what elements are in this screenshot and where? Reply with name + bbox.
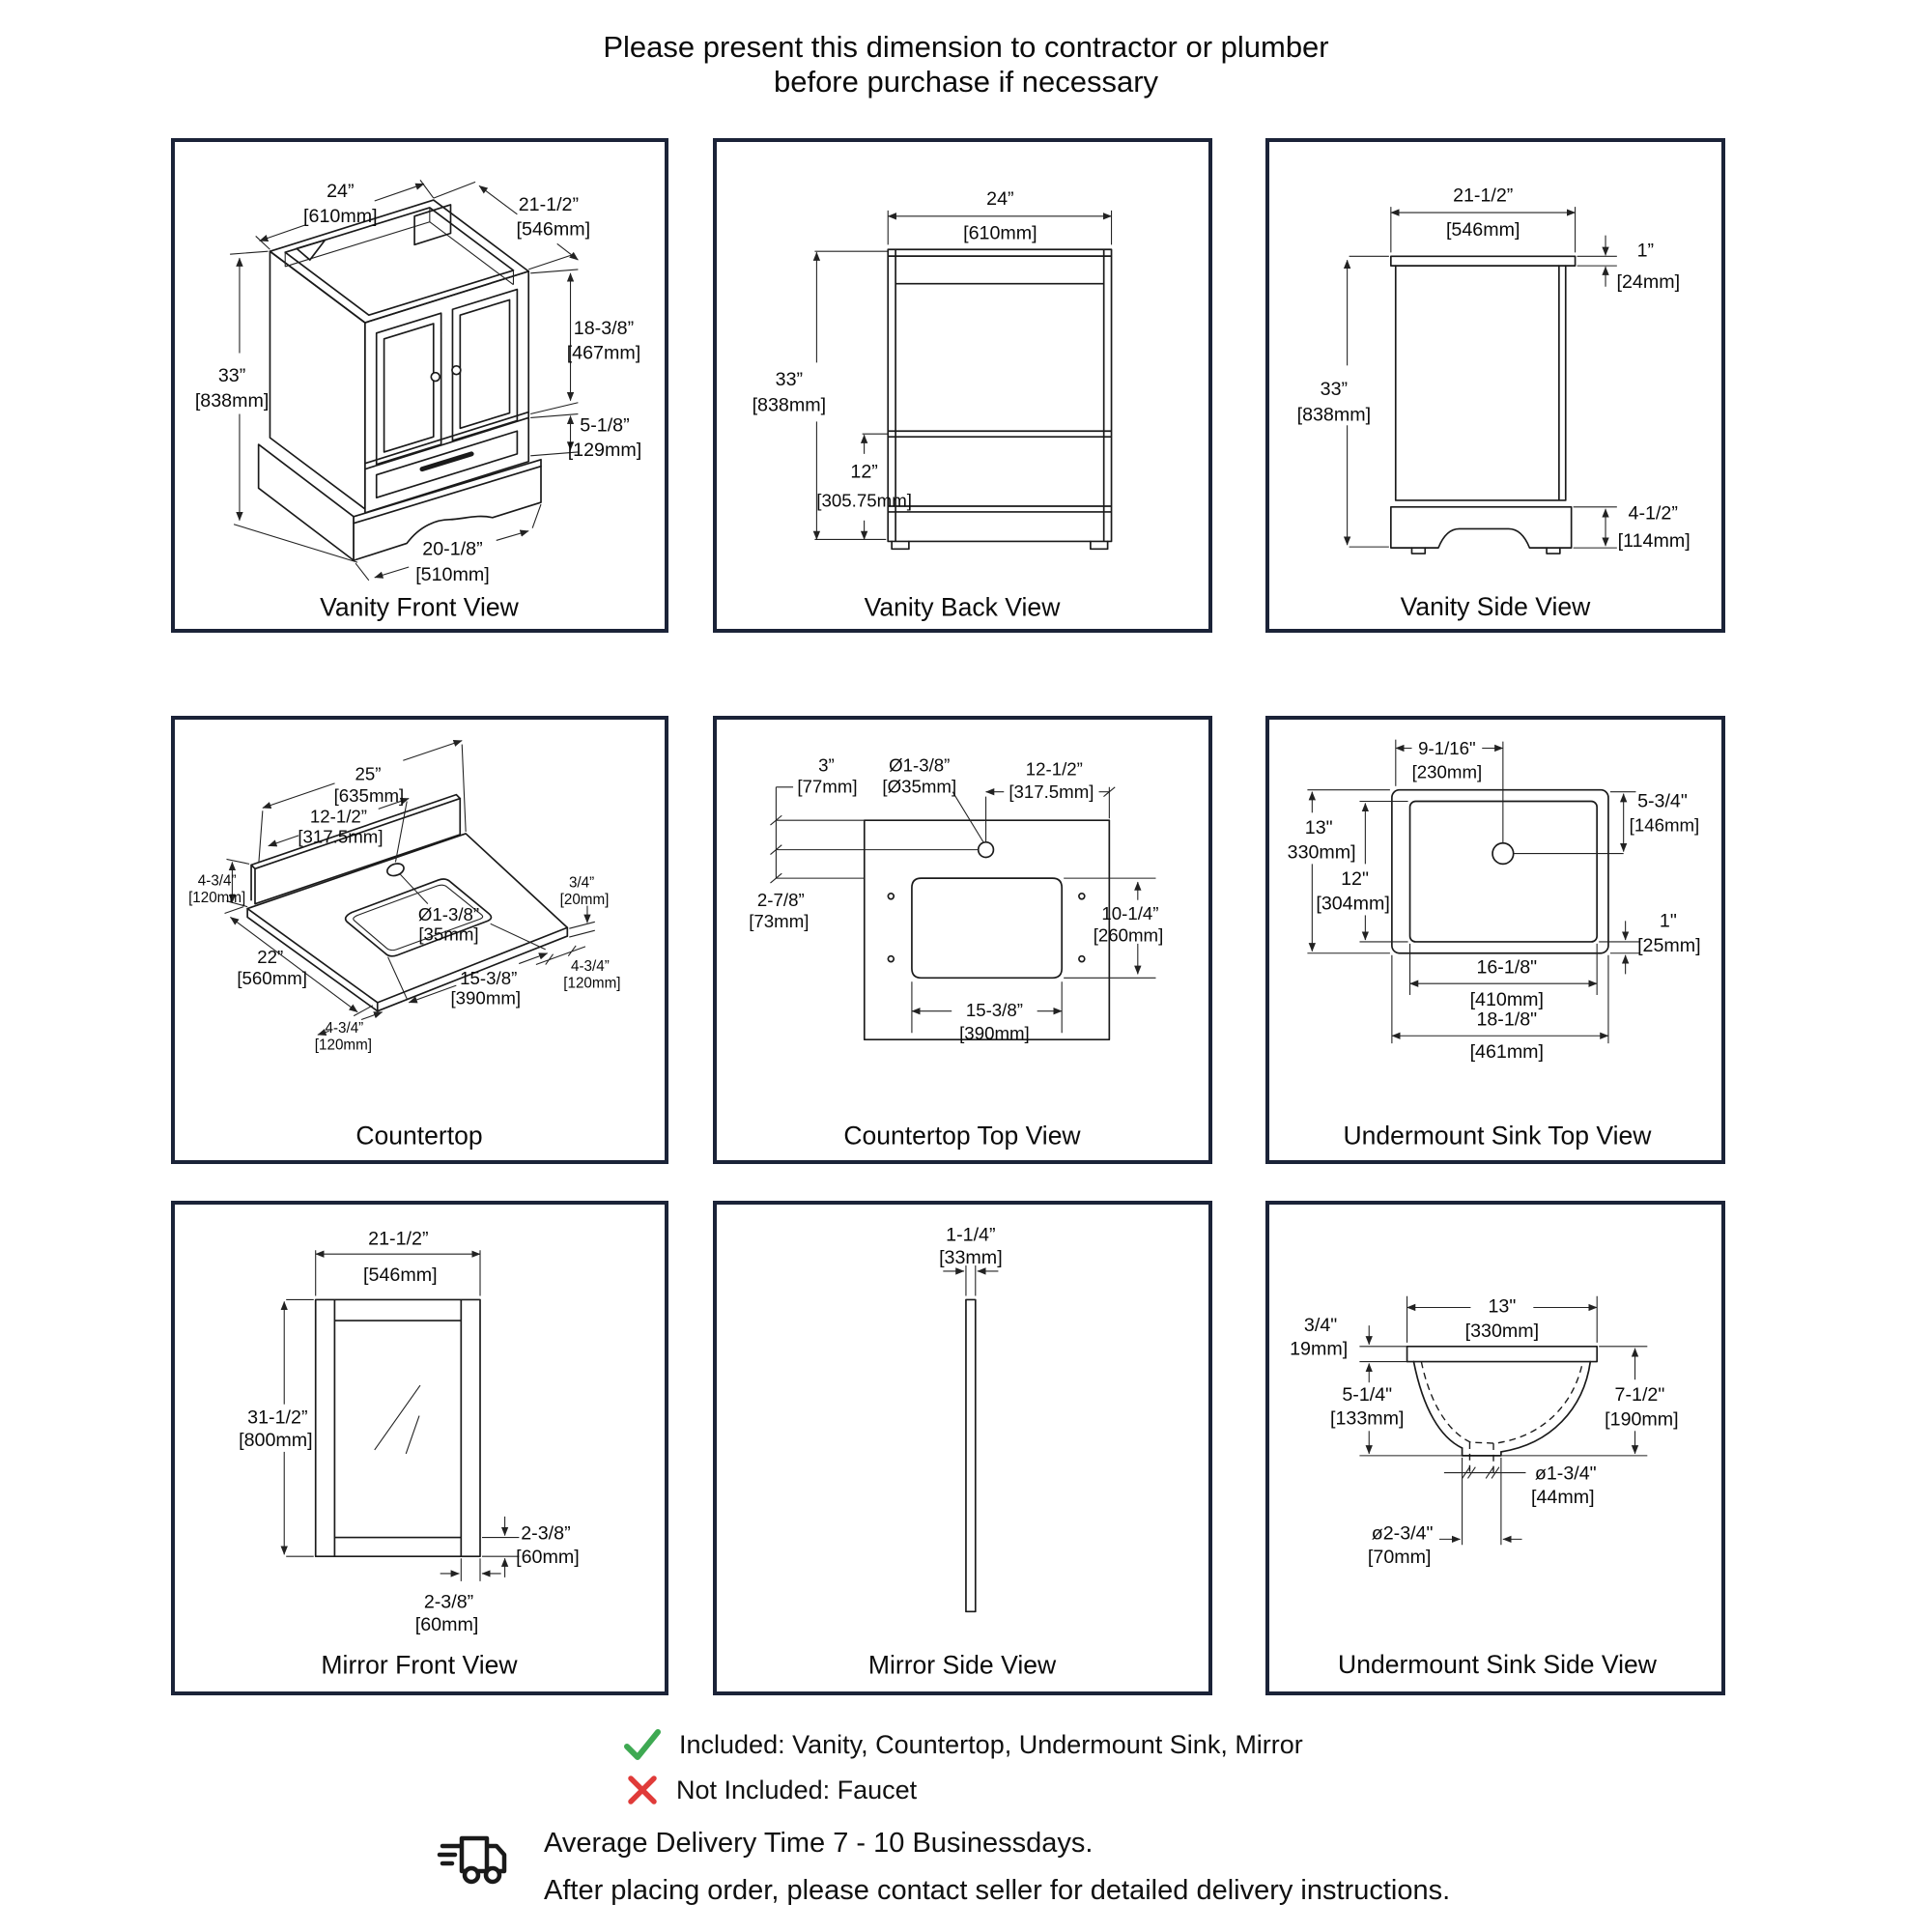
dim-ss-height-in: 7-1/2" bbox=[1614, 1383, 1665, 1406]
vanity-back-drawing bbox=[888, 249, 1111, 549]
dim-st-inner-h-mm: [304mm] bbox=[1316, 893, 1390, 915]
dim-cv-cutout-in: 15-3/8” bbox=[965, 1000, 1023, 1021]
dim-ct-side-mm: [120mm] bbox=[563, 975, 621, 992]
dim-mf-width-in: 21-1/2” bbox=[368, 1228, 429, 1250]
sink-side-drawing bbox=[1407, 1347, 1598, 1473]
dim-ms-thick-mm: [33mm] bbox=[939, 1247, 1003, 1269]
dim-ct-front-in: 4-3/4” bbox=[325, 1019, 364, 1037]
dim-vb-height-mm: [838mm] bbox=[752, 394, 827, 416]
dim-ss-drainout-in: ø2-3/4" bbox=[1371, 1522, 1434, 1545]
dim-vf-width-mm: [610mm] bbox=[303, 205, 378, 227]
panel-sink-side-view bbox=[1265, 1201, 1725, 1695]
dim-ct-hole-mm: [35mm] bbox=[418, 923, 479, 945]
sink-side-dimensions bbox=[1290, 1296, 1679, 1569]
dim-ct-width-in: 25” bbox=[355, 763, 382, 784]
caption-countertop-top: Countertop Top View bbox=[843, 1121, 1081, 1151]
dim-cv-cutout-mm: [390mm] bbox=[959, 1022, 1030, 1043]
dim-mf-rail-mm: [60mm] bbox=[516, 1547, 580, 1569]
dim-mf-height-in: 31-1/2” bbox=[247, 1406, 308, 1429]
dim-vs-height-mm: [838mm] bbox=[1296, 404, 1372, 426]
dim-ct-front-mm: [120mm] bbox=[314, 1037, 372, 1054]
dim-st-inner-w-in: 16-1/8" bbox=[1476, 956, 1538, 979]
dim-st-drain-in: 9-1/16" bbox=[1418, 737, 1476, 758]
dim-ct-width-mm: [635mm] bbox=[333, 785, 405, 807]
dim-vf-drawer-in: 5-1/8” bbox=[580, 414, 630, 437]
dim-st-inner-h-in: 12" bbox=[1341, 868, 1369, 891]
dim-cv-offset-in: 2-7/8” bbox=[756, 890, 805, 911]
dim-st-lip-mm: [25mm] bbox=[1637, 934, 1701, 956]
dim-st-drainoff-in: 5-3/4" bbox=[1637, 790, 1688, 812]
dim-vf-door-mm: [467mm] bbox=[566, 342, 641, 364]
caption-vanity-side: Vanity Side View bbox=[1400, 592, 1591, 622]
dim-vs-base-in: 4-1/2” bbox=[1628, 502, 1678, 525]
dim-cv-depth-mm: [260mm] bbox=[1093, 924, 1164, 946]
dim-vf-base-mm: [510mm] bbox=[415, 563, 490, 585]
vanity-front-drawing bbox=[259, 200, 541, 560]
panel-sink-top-view bbox=[1265, 716, 1725, 1164]
dim-ss-depth-in: 5-1/4" bbox=[1342, 1383, 1393, 1406]
dim-cv-center-mm: [317.5mm] bbox=[1009, 781, 1094, 803]
vanity-back-dimensions bbox=[753, 188, 1112, 539]
dim-st-outer-h-mm: 330mm] bbox=[1287, 841, 1356, 864]
dim-vb-width-mm: [610mm] bbox=[963, 222, 1037, 244]
dim-vf-base-in: 20-1/8” bbox=[422, 538, 483, 560]
dim-vf-depth-mm: [546mm] bbox=[516, 218, 591, 241]
dim-vf-drawer-mm: [129mm] bbox=[567, 439, 642, 461]
dim-st-drainoff-mm: [146mm] bbox=[1629, 814, 1700, 836]
dim-cv-edge-in: 3” bbox=[818, 754, 835, 776]
dim-vs-depth-mm: [546mm] bbox=[1445, 218, 1520, 241]
dim-vf-height-in: 33” bbox=[217, 365, 246, 387]
caption-vanity-back: Vanity Back View bbox=[864, 592, 1061, 622]
dim-ct-depth-mm: [560mm] bbox=[237, 967, 307, 988]
dim-ct-half-in: 12-1/2” bbox=[309, 806, 368, 827]
dim-ss-drainout-mm: [70mm] bbox=[1367, 1547, 1432, 1569]
not-included-text: Not Included: Faucet bbox=[676, 1775, 918, 1804]
header-line-2: before purchase if necessary bbox=[773, 65, 1159, 99]
dim-ms-thick-in: 1-1/4” bbox=[946, 1224, 996, 1246]
cross-icon bbox=[626, 1774, 659, 1806]
dim-vb-lower-mm: [305.75mm] bbox=[816, 490, 912, 511]
dim-mf-width-mm: [546mm] bbox=[363, 1264, 438, 1286]
caption-countertop: Countertop bbox=[355, 1121, 483, 1151]
dim-vs-top-in: 1” bbox=[1636, 240, 1655, 262]
dim-st-outer-h-in: 13" bbox=[1304, 817, 1333, 839]
check-icon bbox=[623, 1727, 662, 1762]
dim-mf-rail-in: 2-3/8” bbox=[521, 1522, 571, 1545]
dim-vs-depth-in: 21-1/2” bbox=[1453, 185, 1514, 207]
dim-vb-lower-in: 12” bbox=[850, 461, 878, 483]
dim-st-lip-in: 1" bbox=[1659, 910, 1677, 932]
dim-ss-depth-mm: [133mm] bbox=[1330, 1407, 1405, 1430]
panel-vanity-front-view bbox=[171, 138, 668, 633]
panel-countertop-top-view bbox=[713, 716, 1212, 1164]
mirror-front-drawing bbox=[316, 1299, 480, 1556]
dim-vf-door-in: 18-3/8” bbox=[573, 317, 635, 339]
panel-vanity-back-view bbox=[713, 138, 1212, 633]
dim-ss-flange-mm: 19mm] bbox=[1290, 1338, 1349, 1360]
header-line-1: Please present this dimension to contractor or plumber bbox=[603, 30, 1329, 64]
dim-st-outer-w-mm: [461mm] bbox=[1469, 1040, 1544, 1063]
vanity-side-drawing bbox=[1391, 256, 1576, 554]
mirror-side-drawing bbox=[966, 1299, 976, 1611]
panel-mirror-front-view bbox=[171, 1201, 668, 1695]
dim-ct-thick-mm: [20mm] bbox=[559, 892, 610, 909]
dim-vs-height-in: 33” bbox=[1320, 378, 1349, 400]
dim-mf-stile-in: 2-3/8” bbox=[423, 1591, 474, 1613]
dim-cv-offset-mm: [73mm] bbox=[749, 910, 810, 931]
dim-ct-half-mm: [317.5mm] bbox=[298, 826, 384, 847]
dim-ct-splash-mm: [120mm] bbox=[188, 890, 246, 907]
dim-vs-top-mm: [24mm] bbox=[1616, 270, 1681, 293]
dim-ct-cutout-in: 15-3/8” bbox=[460, 967, 518, 988]
dim-ss-width-in: 13" bbox=[1488, 1295, 1517, 1318]
delivery-time-text: Average Delivery Time 7 - 10 Businessdays. bbox=[544, 1828, 1094, 1859]
dim-cv-edge-mm: [77mm] bbox=[797, 776, 858, 797]
dim-vb-height-in: 33” bbox=[775, 369, 804, 391]
dim-cv-depth-in: 10-1/4” bbox=[1101, 902, 1159, 923]
dim-st-inner-w-mm: [410mm] bbox=[1469, 988, 1544, 1010]
included-row bbox=[623, 1727, 1303, 1762]
panel-vanity-side-view bbox=[1265, 138, 1725, 633]
included-text: Included: Vanity, Countertop, Undermount Sink, Mirror bbox=[679, 1729, 1303, 1759]
dim-ct-hole-in: Ø1-3/8” bbox=[417, 903, 480, 924]
panel-mirror-side-view bbox=[713, 1201, 1212, 1695]
caption-sink-top: Undermount Sink Top View bbox=[1343, 1121, 1652, 1151]
sink-top-dimensions bbox=[1288, 738, 1701, 1063]
dim-cv-hole-in: Ø1-3/8” bbox=[889, 754, 951, 776]
countertop-top-dimensions bbox=[749, 755, 1163, 1043]
dim-ct-depth-in: 22” bbox=[257, 947, 284, 968]
caption-mirror-front: Mirror Front View bbox=[321, 1650, 518, 1680]
dim-vf-width-in: 24” bbox=[327, 181, 355, 203]
dim-ct-side-in: 4-3/4” bbox=[571, 958, 610, 976]
not-included-row bbox=[626, 1774, 917, 1806]
caption-sink-side: Undermount Sink Side View bbox=[1338, 1650, 1657, 1680]
dim-ss-width-mm: [330mm] bbox=[1464, 1321, 1540, 1343]
panel-countertop bbox=[171, 716, 668, 1164]
dim-vf-depth-in: 21-1/2” bbox=[518, 193, 580, 215]
mirror-side-dimensions bbox=[939, 1225, 1003, 1296]
delivery-instructions-text: After placing order, please contact seller for detailed delivery instructions. bbox=[544, 1875, 1451, 1906]
dim-cv-hole-mm: [Ø35mm] bbox=[882, 776, 957, 797]
dim-vb-width-in: 24” bbox=[986, 188, 1014, 211]
dim-cv-center-in: 12-1/2” bbox=[1025, 758, 1083, 780]
dim-mf-stile-mm: [60mm] bbox=[414, 1614, 479, 1636]
dim-ct-splash-in: 4-3/4” bbox=[197, 872, 237, 890]
dim-vs-base-mm: [114mm] bbox=[1617, 530, 1690, 553]
dim-ss-flange-in: 3/4" bbox=[1303, 1315, 1338, 1337]
dim-vf-height-mm: [838mm] bbox=[194, 389, 270, 412]
caption-vanity-front: Vanity Front View bbox=[320, 592, 519, 622]
dim-st-outer-w-in: 18-1/8" bbox=[1476, 1009, 1538, 1031]
caption-mirror-side: Mirror Side View bbox=[867, 1650, 1057, 1680]
dim-st-drain-mm: [230mm] bbox=[1411, 761, 1483, 782]
dim-ss-drain-in: ø1-3/4" bbox=[1534, 1463, 1597, 1485]
dim-ss-drain-mm: [44mm] bbox=[1531, 1487, 1595, 1509]
truck-icon bbox=[437, 1829, 512, 1890]
dim-ct-thick-in: 3/4” bbox=[568, 874, 595, 892]
vanity-side-dimensions bbox=[1297, 185, 1690, 552]
dim-ss-height-mm: [190mm] bbox=[1605, 1408, 1679, 1431]
dim-ct-cutout-mm: [390mm] bbox=[450, 987, 522, 1009]
dim-mf-height-mm: [800mm] bbox=[239, 1430, 313, 1452]
mirror-front-dimensions bbox=[239, 1228, 580, 1635]
